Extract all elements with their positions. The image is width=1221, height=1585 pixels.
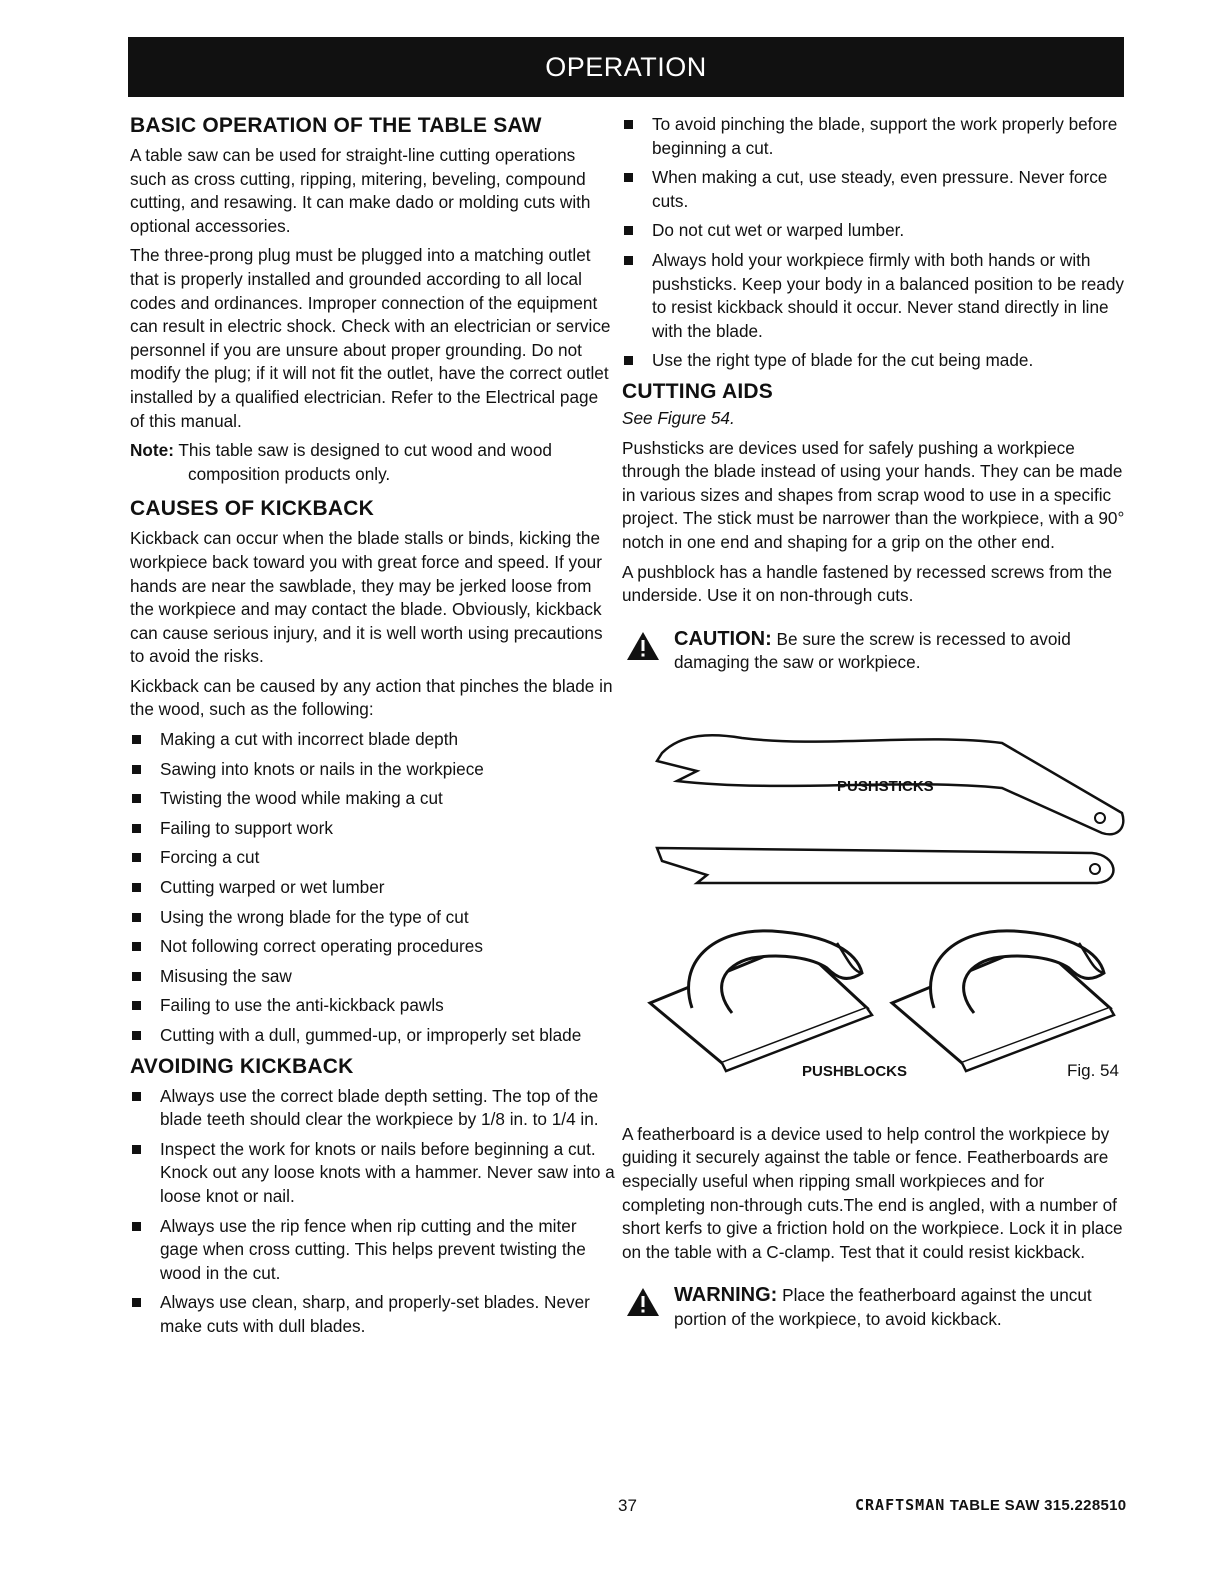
list-item: Always use the rip fence when rip cutting and the miter gage when cross cutting. This helps prevent twisting the wood in the cut.	[130, 1215, 615, 1286]
pushblock-paragraph: A pushblock has a handle fastened by recessed screws from the underside. Use it on non-through cuts.	[622, 561, 1113, 606]
note-text: This table saw is designed to cut wood and wood composition products only.	[178, 440, 552, 484]
list-item: Failing to support work	[130, 817, 615, 841]
list-item: Misusing the saw	[130, 965, 615, 989]
note	[130, 439, 615, 486]
list-item: Using the wrong blade for the type of cut	[130, 906, 615, 930]
kickback-causes-list	[130, 728, 615, 1048]
list-item: Twisting the wood while making a cut	[130, 787, 615, 811]
warning-triangle-icon	[626, 631, 660, 661]
warning-label: WARNING:	[674, 1284, 778, 1307]
cutting-aids-heading: CUTTING AIDS	[622, 379, 773, 403]
footer-brand	[855, 1496, 1126, 1514]
list-item: To avoid pinching the blade, support the work properly before beginning a cut.	[622, 113, 1127, 160]
avoiding-kickback-heading: AVOIDING KICKBACK	[130, 1054, 354, 1078]
list-item: Cutting with a dull, gummed-up, or improperly set blade	[130, 1024, 615, 1048]
list-item: Forcing a cut	[130, 846, 615, 870]
list-item: Always hold your workpiece firmly with both hands or with pushsticks. Keep your body in a balanced position to be ready to resist kickback should it occur. Never stand directly in line with the blade.	[622, 249, 1127, 343]
list-item: Inspect the work for knots or nails before beginning a cut. Knock out any loose knots with a hammer. Never saw into a loose knot or nail.	[130, 1138, 615, 1209]
list-item: Always use clean, sharp, and properly-set blades. Never make cuts with dull blades.	[130, 1291, 615, 1338]
pushsticks-label: PUSHSTICKS	[837, 777, 934, 795]
featherboard-paragraph: A featherboard is a device used to help control the workpiece by guiding it securely against the table or fence. Featherboards are especially useful when ripping small workpieces and for completing non-through cuts.The end is angled, with a number of short kerfs to give a friction hold on the workpiece. Lock it in place on the table with a C-clamp. Test that it could resist kickback.	[622, 1123, 1123, 1262]
pushblocks-label: PUSHBLOCKS	[802, 1062, 908, 1080]
list-item: Making a cut with incorrect blade depth	[130, 728, 615, 752]
causes-of-kickback-heading: CAUSES OF KICKBACK	[130, 497, 374, 521]
list-item: Do not cut wet or warped lumber.	[622, 219, 1127, 243]
list-item: Use the right type of blade for the cut being made.	[622, 349, 1127, 373]
figure-54	[622, 703, 1127, 1113]
caution-notice	[626, 628, 1127, 675]
pushsticks-pushblocks-illustration	[622, 703, 1127, 1113]
caution-label: CAUTION:	[674, 627, 772, 650]
left-column	[130, 113, 615, 1345]
warning-text: Place the featherboard against the uncut portion of the workpiece, to avoid kickback.	[674, 1285, 1092, 1330]
pushsticks-paragraph: Pushsticks are devices used for safely pushing a workpiece through the blade instead of using your hands. They can be made in various sizes and shapes from scrap wood to use in a specific project. The stick must be narrower than the workpiece, with a 90° notch in one end and shaping for a grip on the other end.	[622, 437, 1125, 552]
list-item: Cutting warped or wet lumber	[130, 876, 615, 900]
craftsman-logo: CRAFTSMAN	[855, 1496, 946, 1514]
note-label: Note:	[130, 440, 174, 461]
basic-operation-paragraph-1: A table saw can be used for straight-line cutting operations such as cross cutting, ripping, mitering, beveling, compound cutting, and resawing. It can make dado or molding cuts with optional accessories.	[130, 145, 591, 236]
kickback-paragraph-1: Kickback can occur when the blade stalls or binds, kicking the workpiece back toward you with great force and speed. If your hands are near the sawblade, they may be jerked loose from the workpiece and may contact the blade. Obviously, kickback can cause serious injury, and it is well worth using precautions to avoid the risks.	[130, 528, 603, 667]
list-item: When making a cut, use steady, even pressure. Never force cuts.	[622, 166, 1127, 213]
kickback-paragraph-2: Kickback can be caused by any action that pinches the blade in the wood, such as the following:	[130, 675, 613, 720]
list-item: Failing to use the anti-kickback pawls	[130, 994, 615, 1018]
list-item: Not following correct operating procedures	[130, 935, 615, 959]
list-item: Always use the correct blade depth setting. The top of the blade teeth should clear the workpiece by 1/8 in. to 1/4 in.	[130, 1085, 615, 1132]
right-column	[622, 113, 1127, 1342]
model-number: TABLE SAW 315.228510	[949, 1497, 1127, 1514]
warning-notice	[626, 1284, 1127, 1331]
page-title: OPERATION	[545, 51, 707, 82]
figure-number: Fig. 54	[1067, 1060, 1119, 1080]
see-figure-reference: See Figure 54.	[622, 407, 735, 428]
basic-operation-heading: BASIC OPERATION OF THE TABLE SAW	[130, 114, 542, 137]
basic-operation-paragraph-2: The three-prong plug must be plugged into a matching outlet that is properly installed and grounded according to all local codes and ordinances. Improper connection of the equipment can result in electric shock. Check with an electrician or service personnel if you are unsure about proper grounding. Do not modify the plug; if it will not fit the outlet, have the correct outlet installed by a qualified electrician. Refer to the Electrical page of this manual.	[130, 245, 611, 431]
page-header	[128, 37, 1124, 97]
caution-text: Be sure the screw is recessed to avoid damaging the saw or workpiece.	[674, 628, 1071, 673]
avoiding-kickback-list	[130, 1085, 615, 1339]
page-number: 37	[618, 1496, 637, 1515]
warning-triangle-icon	[626, 1287, 660, 1317]
list-item: Sawing into knots or nails in the workpiece	[130, 758, 615, 782]
safety-bullets-list	[622, 113, 1127, 373]
